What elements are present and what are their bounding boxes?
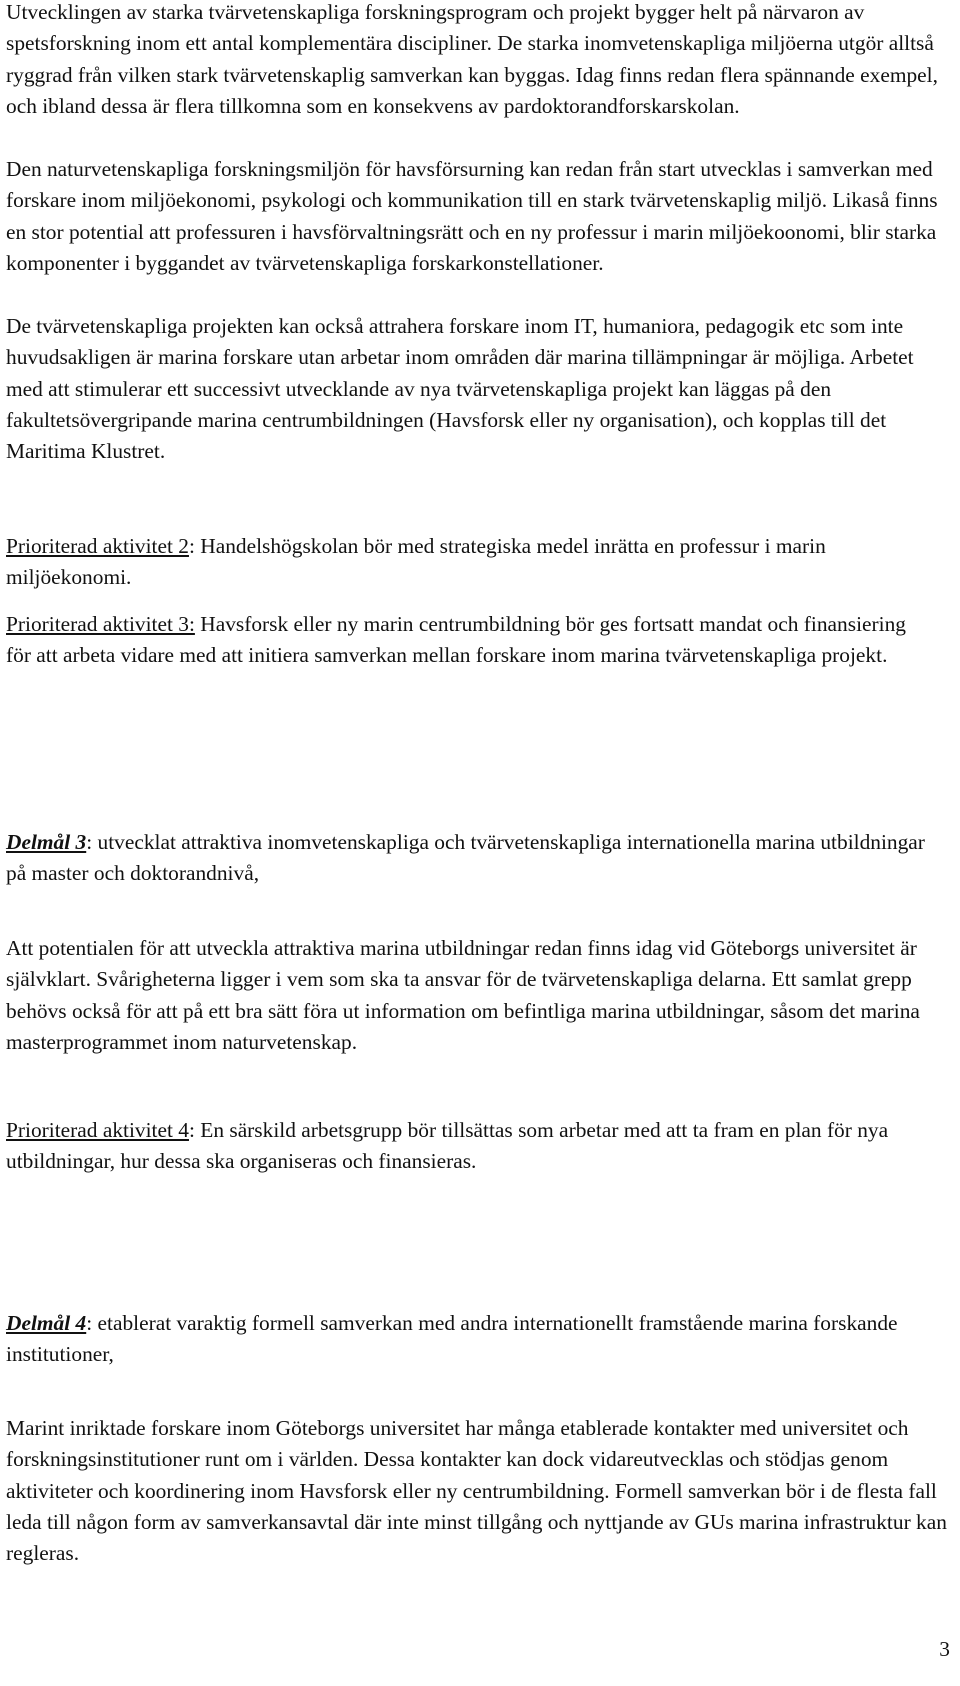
priority-activity-2-text: : Handelshögskolan bör med strategiska medel inrätta en professur i marin miljöekonomi. (6, 534, 826, 590)
goal-4-heading (6, 1308, 956, 1371)
priority-activity-4-text: : En särskild arbetsgrupp bör tillsättas som arbetar med att ta fram en plan för nya utbildningar, hur dessa ska organiseras och finansieras. (6, 1118, 889, 1174)
paragraph-ocean-acidification: Den naturvetenskapliga forskningsmiljön för havsförsurning kan redan från start utvecklas i samverkan med forskare inom miljöekonomi, psykologi och kommunikation till en stark tvärvetenskaplig miljö. Likaså finns en stor potential att professuren i havsförvaltningsrätt och en ny professur i marin miljöekoonomi, blir starka komponenter i byggandet av tvärvetenskapliga forskarkonstellationer. (6, 157, 938, 275)
priority-activity-3-label: Prioriterad aktivitet 3: (6, 612, 195, 636)
priority-activity-4-label: Prioriterad aktivitet 4 (6, 1118, 189, 1142)
priority-activity-3-text: Havsforsk eller ny marin centrumbildning bör ges fortsatt mandat och finansiering för att arbeta vidare med att initiera samverkan mellan forskare inom marina tvärvetenskapliga projekt. (6, 612, 906, 668)
goal-3-body: Att potentialen för att utveckla attraktiva marina utbildningar redan finns idag vid Göteborgs universitet är självklart. Svårigheterna ligger i vem som ska ta ansvar för de tvärvetenskapliga delarna. Ett samlat grepp behövs också för att på ett bra sätt föra ut information om befintliga marina utbildningar, såsom det marina masterprogrammet inom naturvetenskap. (6, 936, 920, 1054)
goal-4-body: Marint inriktade forskare inom Göteborgs universitet har många etablerade kontakter med universitet och forskningsinstitutioner runt om i världen. Dessa kontakter kan dock vidareutvecklas och stödjas genom aktiviteter och koordinering inom Havsforsk eller ny centrumbildning. Formell samverkan bör i de flesta fall leda till någon form av samverkansavtal där inte minst tillgång och nyttjande av GUs marina infrastruktur kan regleras. (6, 1416, 947, 1566)
goal-3-heading (6, 827, 936, 890)
priority-activity-3 (6, 609, 926, 672)
goal-4-text: : etablerat varaktig formell samverkan med andra internationellt framstående marina forskande institutioner, (6, 1311, 898, 1367)
goal-4-label: Delmål 4 (6, 1311, 87, 1335)
priority-activity-2 (6, 531, 926, 594)
page-number: 3 (939, 1637, 950, 1661)
priority-activity-4 (6, 1115, 926, 1178)
priority-activity-2-label: Prioriterad aktivitet 2 (6, 534, 189, 558)
goal-3-label: Delmål 3 (6, 830, 87, 854)
goal-3-text: : utvecklat attraktiva inomvetenskapliga och tvärvetenskapliga internationella marina utbildningar på master och doktorandnivå, (6, 830, 925, 886)
paragraph-interdisciplinary-projects: De tvärvetenskapliga projekten kan också attrahera forskare inom IT, humaniora, pedagogik etc som inte huvudsakligen är marina forskare utan arbetar inom områden där marina tillämpningar är möjliga. Arbetet med att stimulerar ett successivt utvecklande av nya tvärvetenskapliga projekt kan läggas på den fakultetsövergripande marina centrumbildningen (Havsforsk eller ny organisation), och kopplas till det Maritima Klustret. (6, 314, 914, 464)
paragraph-interdisciplinary-programs: Utvecklingen av starka tvärvetenskapliga forskningsprogram och projekt bygger helt på närvaron av spetsforskning inom ett antal komplementära discipliner. De starka inomvetenskapliga miljöerna utgör alltså ryggrad från vilken stark tvärvetenskaplig samverkan kan byggas. Idag finns redan flera spännande exempel, och ibland dessa är flera tillkomna som en konsekvens av pardoktorandforskarskolan. (6, 0, 938, 118)
